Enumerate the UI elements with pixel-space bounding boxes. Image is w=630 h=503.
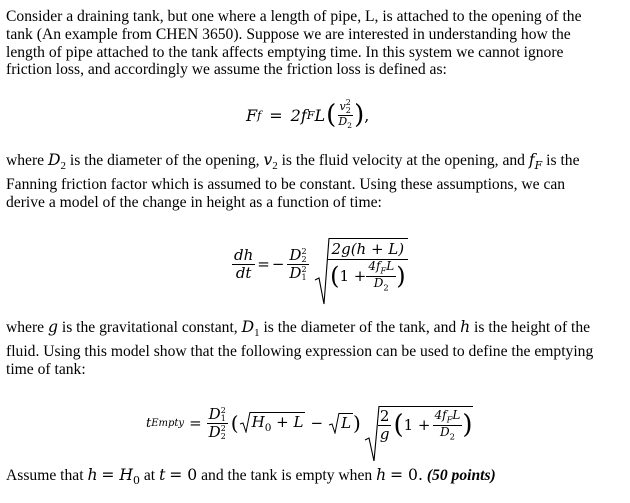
eq-numerator: 2g(h + L) bbox=[331, 239, 405, 258]
eq-punctuation: , bbox=[364, 105, 370, 125]
eq-symbol: v bbox=[339, 100, 346, 114]
eq-symbol: L bbox=[314, 105, 326, 125]
eq-numerator: 2 bbox=[379, 407, 390, 425]
eq-operator: − bbox=[310, 414, 324, 432]
text-line: fluid. Using this model show that the following expression can be used to define the emptying bbox=[6, 342, 594, 360]
paren-open: ( bbox=[330, 262, 340, 291]
eq-subscript: Empty bbox=[151, 417, 185, 429]
sqrt-radical bbox=[314, 236, 409, 293]
eq-subscript: 1 bbox=[220, 413, 226, 423]
paragraph-definitions bbox=[6, 152, 612, 212]
eq-superscript: 2 bbox=[220, 405, 226, 415]
text-line: Consider a draining tank, but one where a length of pipe, L, is attached to the opening of the bbox=[6, 8, 582, 25]
eq-symbol: 4f bbox=[434, 407, 447, 422]
points-label: (50 points) bbox=[426, 467, 496, 484]
eq-symbol: L bbox=[341, 414, 352, 432]
eq-fraction-inner bbox=[433, 409, 463, 441]
text-line: tank (An example from CHEN 3650). Suppose we are interested in understanding how the bbox=[6, 25, 571, 43]
text-line: derive a model of the change in height as a function of time: bbox=[6, 193, 382, 211]
paragraph-assumption bbox=[6, 467, 612, 490]
eq-fraction-two-g bbox=[378, 408, 392, 442]
eq-symbol: D bbox=[439, 424, 450, 439]
eq-one: 1 + bbox=[339, 267, 367, 285]
eq-denominator: g bbox=[379, 424, 390, 443]
sqrt-bar bbox=[379, 406, 473, 407]
eq-subscript: 2 bbox=[347, 121, 353, 131]
eq-subscript: F bbox=[306, 108, 315, 122]
eq-symbol: t bbox=[146, 415, 152, 431]
eq-subscript: 2 bbox=[345, 106, 351, 116]
eq-fraction-diameters bbox=[287, 247, 308, 282]
sqrt-sign-icon bbox=[328, 412, 340, 434]
paragraph-variables bbox=[6, 319, 612, 379]
text-line: friction loss, and accordingly we assume the friction loss is defined as: bbox=[6, 61, 447, 79]
eq-subscript: 2 bbox=[383, 282, 389, 293]
eq-superscript: 2 bbox=[220, 423, 226, 433]
eq-subscript: 2 bbox=[220, 431, 226, 441]
sqrt-sign-icon bbox=[314, 236, 330, 306]
equation-height-model bbox=[232, 228, 408, 300]
eq-subscript: 0 bbox=[264, 421, 272, 434]
eq-symbol: D bbox=[373, 275, 384, 290]
sqrt-sign-icon bbox=[239, 411, 251, 433]
sqrt-sign-icon bbox=[364, 404, 380, 462]
eq-subscript: 2 bbox=[301, 254, 307, 264]
eq-fraction-diameters bbox=[207, 406, 228, 441]
text-line: where g is the gravitational constant, $D_1$ is the diameter of the tank, and h is the height of the bbox=[6, 318, 591, 340]
eq-fraction-root bbox=[328, 239, 409, 293]
paren-close: ) bbox=[396, 262, 406, 291]
text-segment: at bbox=[143, 467, 156, 484]
paren-close: ) bbox=[353, 411, 361, 435]
paren-close: ) bbox=[354, 100, 365, 130]
equation-emptying-time bbox=[146, 392, 473, 454]
eq-segment: = $H_0$ bbox=[101, 466, 140, 488]
paren-close: ) bbox=[462, 410, 473, 440]
eq-one: 1 + bbox=[403, 416, 431, 434]
eq-segment: = 0. bbox=[390, 466, 423, 484]
eq-symbol: L bbox=[452, 407, 461, 422]
text-line: time of tank: bbox=[6, 360, 86, 378]
eq-symbol: h bbox=[376, 466, 387, 484]
eq-fraction-inner bbox=[366, 260, 396, 292]
eq-numerator: dh bbox=[234, 246, 254, 264]
eq-segment: = 0 bbox=[169, 466, 198, 484]
eq-superscript: 2 bbox=[301, 246, 307, 256]
paren-open: ( bbox=[326, 100, 337, 130]
sqrt-radical-large bbox=[364, 404, 473, 442]
text-line: Fanning friction factor which is assumed to be constant. Using these assumptions, we can bbox=[6, 175, 566, 193]
eq-fraction bbox=[336, 99, 354, 131]
eq-symbol: t bbox=[159, 466, 166, 484]
eq-subscript: 1 bbox=[301, 272, 307, 282]
eq-superscript: 2 bbox=[301, 264, 307, 274]
eq-operator: = bbox=[257, 255, 270, 273]
eq-symbol: D bbox=[208, 404, 221, 423]
eq-symbol: D bbox=[289, 263, 302, 282]
eq-symbol: h bbox=[87, 466, 98, 484]
eq-fraction-dhdt bbox=[232, 247, 255, 281]
eq-symbol: D bbox=[338, 115, 348, 129]
text-line: length of pipe attached to the tank affects emptying time. In this system we cannot ignore bbox=[6, 43, 564, 61]
eq-operator: = bbox=[189, 414, 202, 432]
eq-symbol: L bbox=[386, 259, 395, 274]
text-segment: Assume that bbox=[6, 467, 84, 484]
sqrt-radical bbox=[328, 414, 353, 432]
sqrt-radical bbox=[239, 413, 306, 434]
eq-symbol: D bbox=[289, 245, 302, 264]
eq-subscript: F bbox=[446, 414, 453, 425]
eq-subscript: F bbox=[380, 265, 387, 276]
sqrt-bar bbox=[329, 238, 409, 239]
paragraph-intro bbox=[6, 8, 612, 79]
eq-symbol: 2f bbox=[290, 105, 307, 125]
eq-operator: = bbox=[269, 105, 283, 125]
eq-subscript: 2 bbox=[449, 430, 455, 441]
eq-symbol: F bbox=[246, 105, 258, 125]
paren-open: ( bbox=[230, 411, 239, 435]
equation-friction-loss bbox=[246, 98, 369, 132]
eq-subscript: f bbox=[257, 108, 262, 122]
eq-symbol: D bbox=[208, 422, 221, 441]
eq-superscript: 2 bbox=[345, 98, 351, 108]
eq-operator: − bbox=[271, 255, 285, 273]
eq-symbol: 4f bbox=[368, 259, 381, 274]
paren-open: ( bbox=[393, 410, 404, 440]
text-segment: and the tank is empty when bbox=[201, 467, 373, 484]
eq-symbol: + L bbox=[276, 412, 304, 431]
eq-symbol: H bbox=[251, 412, 265, 431]
text-line: where $D_2$ is the diameter of the opening, $v_2$ is the fluid velocity at the opening, and $f_F$ is the bbox=[6, 151, 580, 173]
eq-denominator: dt bbox=[235, 263, 252, 282]
